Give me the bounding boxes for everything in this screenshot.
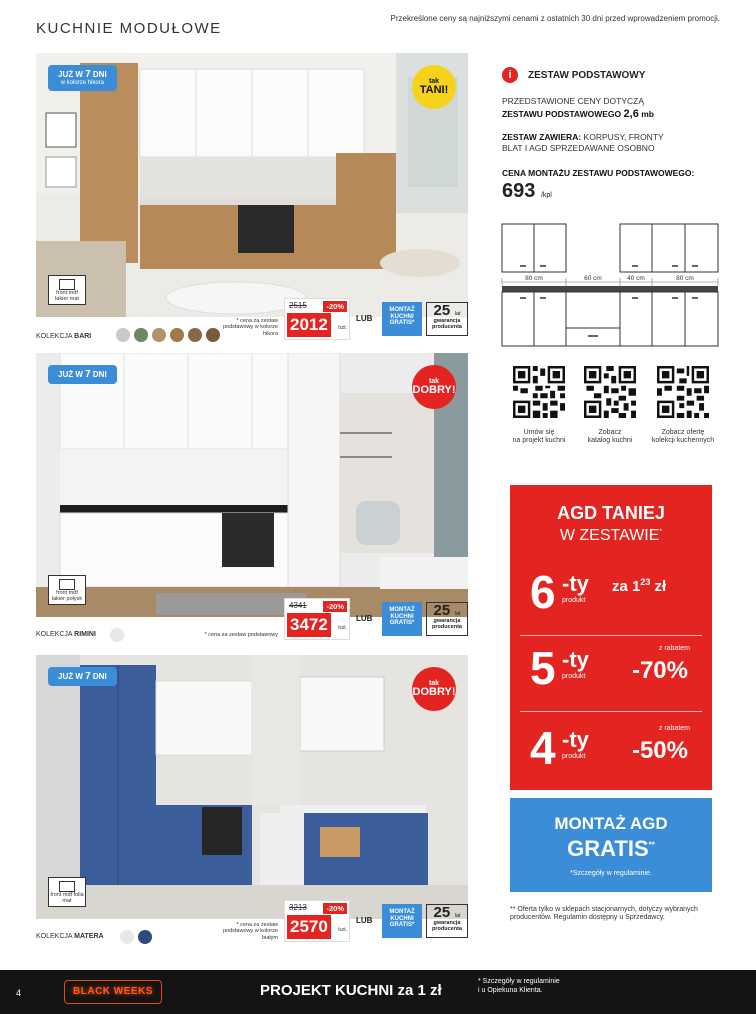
color-swatch[interactable] bbox=[188, 328, 202, 342]
collection-label: KOLEKCJA RIMINI bbox=[36, 631, 96, 638]
qr-collections[interactable] bbox=[648, 366, 718, 446]
collection-label: KOLEKCJA MATERA bbox=[36, 933, 104, 940]
color-swatch[interactable] bbox=[116, 328, 130, 342]
set-price-note: * cena za zestaw podstawowy w kolorze białym bbox=[222, 922, 278, 941]
assembly-price: 693 /kpl bbox=[502, 180, 552, 202]
price-box bbox=[284, 900, 350, 942]
black-weeks-badge: BLACK WEEKS bbox=[64, 980, 162, 1004]
dim-label-4: 80 cm bbox=[676, 275, 694, 282]
kitchen-image-matera bbox=[36, 655, 468, 919]
color-swatch[interactable] bbox=[138, 930, 152, 944]
footer-bar bbox=[0, 970, 756, 1014]
discount-badge: -20% bbox=[323, 301, 347, 312]
kitchen-image-rimini bbox=[36, 353, 468, 617]
price-box bbox=[284, 598, 350, 640]
old-price: 2515 bbox=[289, 301, 307, 310]
current-price: 2570 bbox=[287, 915, 331, 939]
color-swatches bbox=[116, 328, 220, 342]
cabinet-diagram bbox=[500, 222, 722, 348]
tak-dobry-bubble: tak DOBRY! bbox=[412, 667, 456, 711]
divider bbox=[520, 635, 702, 636]
qr-caption: Zobacz ofertę kolekcji kuchennych bbox=[651, 429, 715, 445]
price-disclaimer: Przekreślone ceny są najniższymi cenami z ostatnich 30 dni przed wprowadzeniem promocji. bbox=[390, 14, 720, 23]
days-badge: JUŻ W 7 DNI bbox=[48, 667, 117, 686]
front-material-badge: front mdf lakier połysk bbox=[48, 575, 86, 605]
color-swatches bbox=[110, 628, 124, 642]
discount-badge: -20% bbox=[323, 601, 347, 612]
tier-5th-product: 5 -ty produkt z rabatem -70% bbox=[530, 642, 690, 694]
montaz-gratis-badge: MONTAŻ KUCHNI GRATIS* bbox=[382, 302, 422, 336]
info-set-contains: ZESTAW ZAWIERA: KORPUSY, FRONTY BLAT I AGD SPRZEDAWANE OSOBNO bbox=[502, 132, 664, 154]
front-material-badge: front mdf lakier mat bbox=[48, 275, 86, 305]
color-swatches bbox=[120, 930, 152, 944]
price-bar-bari bbox=[36, 298, 468, 346]
agd-promo-panel bbox=[510, 485, 712, 790]
info-title: ZESTAW PODSTAWOWY bbox=[528, 70, 646, 81]
tier-4th-product: 4 -ty produkt z rabatem -50% bbox=[530, 722, 690, 774]
qr-project[interactable] bbox=[504, 366, 574, 446]
color-swatch[interactable] bbox=[120, 930, 134, 944]
set-price-note: * cena za zestaw podstawowy w kolorze hikora bbox=[222, 318, 278, 337]
page-title: KUCHNIE MODUŁOWE bbox=[36, 20, 222, 37]
montaz-agd-note: *Szczegóły w regulaminie. bbox=[570, 870, 652, 877]
product-photo-rimini[interactable] bbox=[36, 353, 468, 617]
offer-footnote: ** Oferta tylko w sklepach stacjonarnych, dotyczy wybranych producentów. Regulamin dostępny u Sprzedawcy. bbox=[510, 906, 698, 922]
current-price: 2012 bbox=[287, 313, 331, 337]
color-swatch[interactable] bbox=[134, 328, 148, 342]
set-price-note: * cena za zestaw podstawowy bbox=[204, 632, 278, 638]
tak-dobry-bubble: tak DOBRY! bbox=[412, 365, 456, 409]
kitchen-image-bari bbox=[36, 53, 468, 317]
price-unit: /szt. bbox=[337, 325, 347, 331]
warranty-badge: 25 lat gwarancja producenta bbox=[426, 602, 468, 636]
footer-note: * Szczegóły w regulaminie i u Opiekuna Klienta. bbox=[478, 978, 560, 994]
collection-label: KOLEKCJA BARI bbox=[36, 333, 92, 340]
page-number: 4 bbox=[16, 988, 22, 998]
agd-title: AGD TANIEJ bbox=[557, 503, 665, 523]
qr-catalog[interactable] bbox=[575, 366, 645, 446]
price-bar-matera bbox=[36, 900, 468, 948]
montaz-agd-panel bbox=[510, 798, 712, 892]
tier-discount: -70% bbox=[631, 657, 688, 684]
product-photo-matera[interactable] bbox=[36, 655, 468, 919]
tak-tani-bubble: tak TANI! bbox=[412, 65, 456, 109]
qr-code-icon bbox=[584, 366, 636, 418]
or-label: LUB bbox=[356, 916, 373, 925]
montaz-agd-title: MONTAŻ AGD bbox=[554, 814, 668, 833]
price-unit: /szt. bbox=[337, 625, 347, 631]
dim-label-2: 60 cm bbox=[584, 275, 602, 282]
divider bbox=[520, 711, 702, 712]
tier-6th-product: 6 -ty produkt za $1^{23}$ zł bbox=[530, 566, 667, 618]
agd-subtitle: W ZESTAWIE* bbox=[559, 527, 663, 544]
current-price: 3472 bbox=[287, 613, 331, 637]
or-label: LUB bbox=[356, 614, 373, 623]
color-swatch[interactable] bbox=[152, 328, 166, 342]
price-bar-rimini bbox=[36, 598, 468, 646]
days-badge: JUŻ W 7 DNI w kolorze hikora bbox=[48, 65, 117, 91]
product-photo-bari[interactable] bbox=[36, 53, 468, 317]
discount-badge: -20% bbox=[323, 903, 347, 914]
or-label: LUB bbox=[356, 314, 373, 323]
dim-label-1: 80 cm bbox=[525, 275, 543, 282]
warranty-badge: 25 lat gwarancja producenta bbox=[426, 904, 468, 938]
old-price: 4341 bbox=[289, 601, 307, 610]
color-swatch[interactable] bbox=[110, 628, 124, 642]
qr-caption: Umów się na projekt kuchni bbox=[512, 429, 566, 445]
qr-code-icon bbox=[513, 366, 565, 418]
old-price: 3213 bbox=[289, 903, 307, 912]
tier-discount: -50% bbox=[631, 737, 688, 764]
montaz-agd-gratis: GRATIS** bbox=[567, 836, 655, 861]
dim-label-3: 40 cm bbox=[627, 275, 645, 282]
montaz-gratis-badge: MONTAŻ KUCHNI GRATIS* bbox=[382, 602, 422, 636]
front-material-badge: front mdf folia mat bbox=[48, 877, 86, 907]
color-swatch[interactable] bbox=[206, 328, 220, 342]
qr-code-icon bbox=[657, 366, 709, 418]
warranty-badge: 25 lat gwarancja producenta bbox=[426, 302, 468, 336]
color-swatch[interactable] bbox=[170, 328, 184, 342]
price-unit: /szt. bbox=[337, 927, 347, 933]
tier-price: za $1^{23}$ zł bbox=[612, 577, 667, 595]
info-assembly-label: CENA MONTAŻU ZESTAWU PODSTAWOWEGO: bbox=[502, 168, 695, 178]
qr-caption: Zobacz katalog kuchni bbox=[587, 429, 633, 445]
info-icon: i bbox=[502, 67, 518, 83]
price-box bbox=[284, 298, 350, 340]
montaz-gratis-badge: MONTAŻ KUCHNI GRATIS* bbox=[382, 904, 422, 938]
info-prices-apply: PRZEDSTAWIONE CENY DOTYCZĄ ZESTAWU PODSTAWOWEGO 2,6 mb bbox=[502, 96, 654, 121]
footer-headline: PROJEKT KUCHNI za 1 zł bbox=[260, 982, 442, 999]
days-badge: JUŻ W 7 DNI bbox=[48, 365, 117, 384]
